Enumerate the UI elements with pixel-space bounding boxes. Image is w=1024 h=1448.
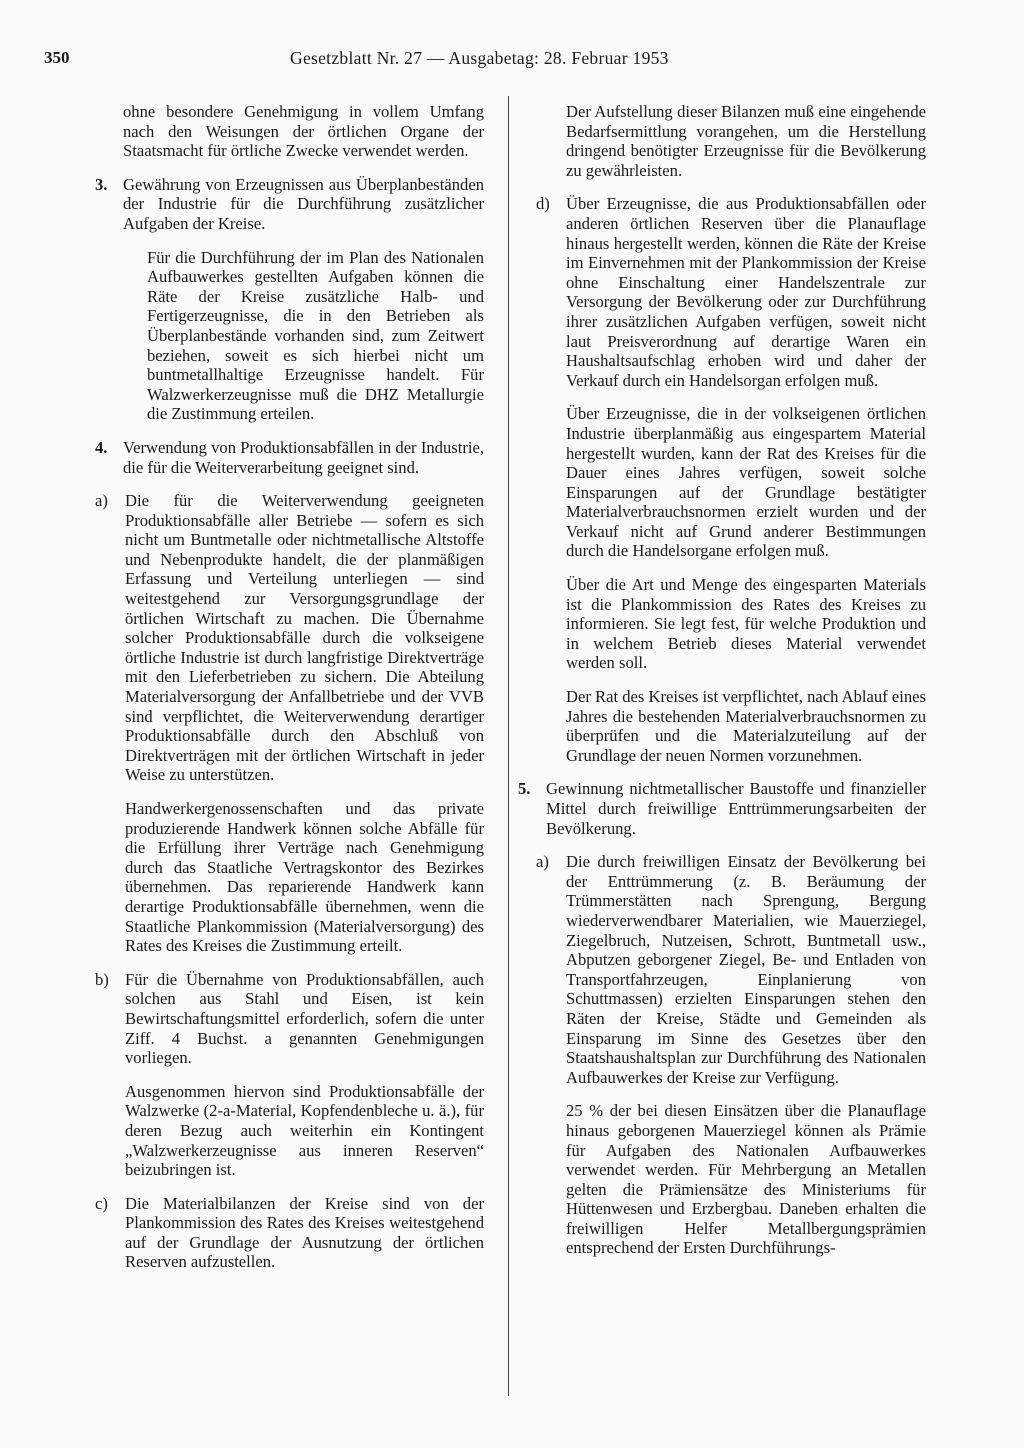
sub-item-4c [95,1194,484,1272]
item-3-paragraph: Für die Durchführung der im Plan des Nationalen Aufbauwerkes gestellten Aufgaben können die Räte der Kreise zusätzliche Halb- und Fertigerzeugnisse, die in den Betrieben als Überplanbestände vorhanden sind, zum Zeitwert beziehen, soweit es sich hierbei nicht um buntmetallhaltige Erzeugnisse handelt. Für Walzwerkerzeugnisse muß die DHZ Metallurgie die Zustimmung erteilen. [147,247,484,424]
column-divider [508,96,509,1396]
sub-item-4b-paragraph: Ausgenommen hiervon sind Produktionsabfälle der Walzwerke (2-a-Material, Kopfendenbleche u. ä.), für deren Bezug auch weiterhin ein Kontingent „Walzwerkerzeugnisse aus inneren Reserven“ beizubringen ist. [125,1081,484,1180]
item-number: 3. [95,174,108,194]
continuation-paragraph: ohne besondere Genehmigung in vollem Umfang nach den Weisungen der örtlichen Organe der Staatsmacht für örtliche Zwecke verwendet werden. [123,102,484,161]
list-item-5 [518,779,926,838]
item-number: 5. [518,779,531,799]
right-column [518,102,926,1258]
sub-item-letter: d) [536,194,550,214]
running-head: Gesetzblatt Nr. 27 — Ausgabetag: 28. Februar 1953 [290,48,669,68]
sub-item-text: Über Erzeugnisse, die aus Produktionsabfällen oder anderen örtlichen Reserven über die Planauflage hinaus hergestellt werden, können die Räte der Kreise im Einvernehmen mit der Plankommission der Kreise ohne Einschaltung einer Handelszentrale zur Versorgung der Bevölkerung oder zur Durchführung ihrer zusätzlichen Aufgaben verfügen, soweit nicht laut Preisverordnung auf derartige Waren ein Haushaltsaufschlag erhoben wird und daher der Verkauf durch ein Handelsorgan erfolgen muß. [566,194,926,390]
sub-item-4d-paragraph-1: Über Erzeugnisse, die in der volkseigenen örtlichen Industrie überplanmäßig aus eingespartem Material hergestellt wurden, kann der Rat des Kreises für die Dauer eines Jahres verfügen, soweit solche Einsparungen auf der Grundlage bestätigter Materialverbrauchsnormen erzielt wurden und der Verkauf nicht auf Grund anderer Bestimmungen durch die Handelsorgane erfolgen muß. [566,404,926,561]
sub-item-5a-paragraph: 25 % der bei diesen Einsätzen über die Planauflage hinaus geborgenen Mauerziegel können als Prämie für Aufgaben des Nationalen Aufbauwerkes verwendet werden. Für Mehrbergung an Metallen gelten die Prämiensätze des Ministeriums für Hüttenwesen und Erzbergbau. Daneben erhalten die freiwilligen Helfer Metallbergungsprämien entsprechend der Ersten Durchführungs- [566,1101,926,1258]
sub-item-text: Die Materialbilanzen der Kreise sind von der Plankommission des Rates des Kreises weitestgehend auf der Grundlage der Ausnutzung der örtlichen Reserven aufzustellen. [125,1193,484,1272]
item-heading: Gewinnung nichtmetallischer Baustoffe und finanzieller Mittel durch freiwillige Enttrümmerungsarbeiten der Bevölkerung. [546,779,926,838]
item-heading: Verwendung von Produktionsabfällen in der Industrie, die für die Weiterverarbeitung geeignet sind. [123,437,484,477]
page-header [0,48,1024,74]
page-number: 350 [44,48,70,67]
sub-item-4c-paragraph: Der Aufstellung dieser Bilanzen muß eine eingehende Bedarfsermittlung vorangehen, um die Herstellung dringend benötigter Erzeugnisse für die Bevölkerung zu gewährleisten. [566,102,926,180]
sub-item-4a [95,491,484,785]
list-item-3 [95,175,484,234]
left-column [95,102,484,1272]
sub-item-text: Die durch freiwilligen Einsatz der Bevölkerung bei der Enttrümmerung (z. B. Beräumung der Trümmerstätten nach Sprengung, Bergung wiederverwendbarer Materialien, wie Mauerziegel, Ziegelbruch, Nutzeisen, Schrott, Buntmetall usw., Abputzen geborgener Ziegel, Be- und Entladen von Transportfahrzeugen, Einplanierung von Schuttmassen) erzielten Einsparungen stehen den Räten der Kreise, Städte und Gemeinden als Einsparung im Sinne des Gesetzes über den Staatshaushaltsplan zur Durchführung des Nationalen Aufbauwerkes der Kreise zur Verfügung. [566,852,926,1087]
sub-item-4d-paragraph-3: Der Rat des Kreises ist verpflichtet, nach Ablauf eines Jahres die bestehenden Materialverbrauchsnormen zu überprüfen und die Materialzuteilung auf der Grundlage der neuen Normen vorzunehmen. [566,687,926,765]
sub-item-letter: b) [95,969,109,989]
sub-item-text: Die für die Weiterverwendung geeigneten Produktionsabfälle aller Betriebe — sofern es sich nicht um Buntmetalle oder nichtmetallische Altstoffe und Nebenprodukte handelt, die der planmäßigen Erfassung und Verteilung unterliegen — sind weitestgehend zur Versorgungsgrundlage der örtlichen Wirtschaft zu machen. Die Übernahme solcher Produktionsabfälle durch die volkseigene örtliche Industrie ist durch langfristige Direktverträge mit den Lieferbetrieben zu sichern. Die Abteilung Materialversorgung der Anfallbetriebe und der VVB sind verpflichtet, die Weiterverwendung derartiger Produktionsabfälle durch den Abschluß von Direktverträgen mit der örtlichen Wirtschaft in jeder Weise zu unterstützen. [125,491,484,785]
item-number: 4. [95,437,108,457]
list-item-4 [95,438,484,477]
sub-item-letter: a) [536,852,549,872]
sub-item-text: Für die Übernahme von Produktionsabfällen, auch solchen aus Stahl und Eisen, ist kein Bewirtschaftungsmittel erforderlich, sofern die unter Ziff. 4 Buchst. a genannten Genehmigungen vorliegen. [125,969,484,1068]
sub-item-4d [536,194,926,390]
sub-item-4d-paragraph-2: Über die Art und Menge des eingesparten Materials ist die Plankommission des Rates des Kreises zu informieren. Sie legt fest, für welche Produktion und in welchem Betrieb dieses Material verwendet werden soll. [566,575,926,673]
sub-item-letter: c) [95,1193,108,1213]
item-heading: Gewährung von Erzeugnissen aus Überplanbeständen der Industrie für die Durchführung zusätzlicher Aufgaben der Kreise. [123,174,484,233]
sub-item-4a-paragraph: Handwerkergenossenschaften und das private produzierende Handwerk können solche Abfälle für die Erfüllung ihrer Verträge nach Genehmigung durch das Staatliche Vertragskontor des Bezirkes übernehmen. Das reparierende Handwerk kann derartige Produktionsabfälle übernehmen, wenn die Staatliche Plankommission (Materialversorgung) des Rates des Kreises die Zustimmung erteilt. [125,799,484,956]
sub-item-4b [95,970,484,1068]
sub-item-5a [536,852,926,1087]
sub-item-letter: a) [95,491,108,511]
